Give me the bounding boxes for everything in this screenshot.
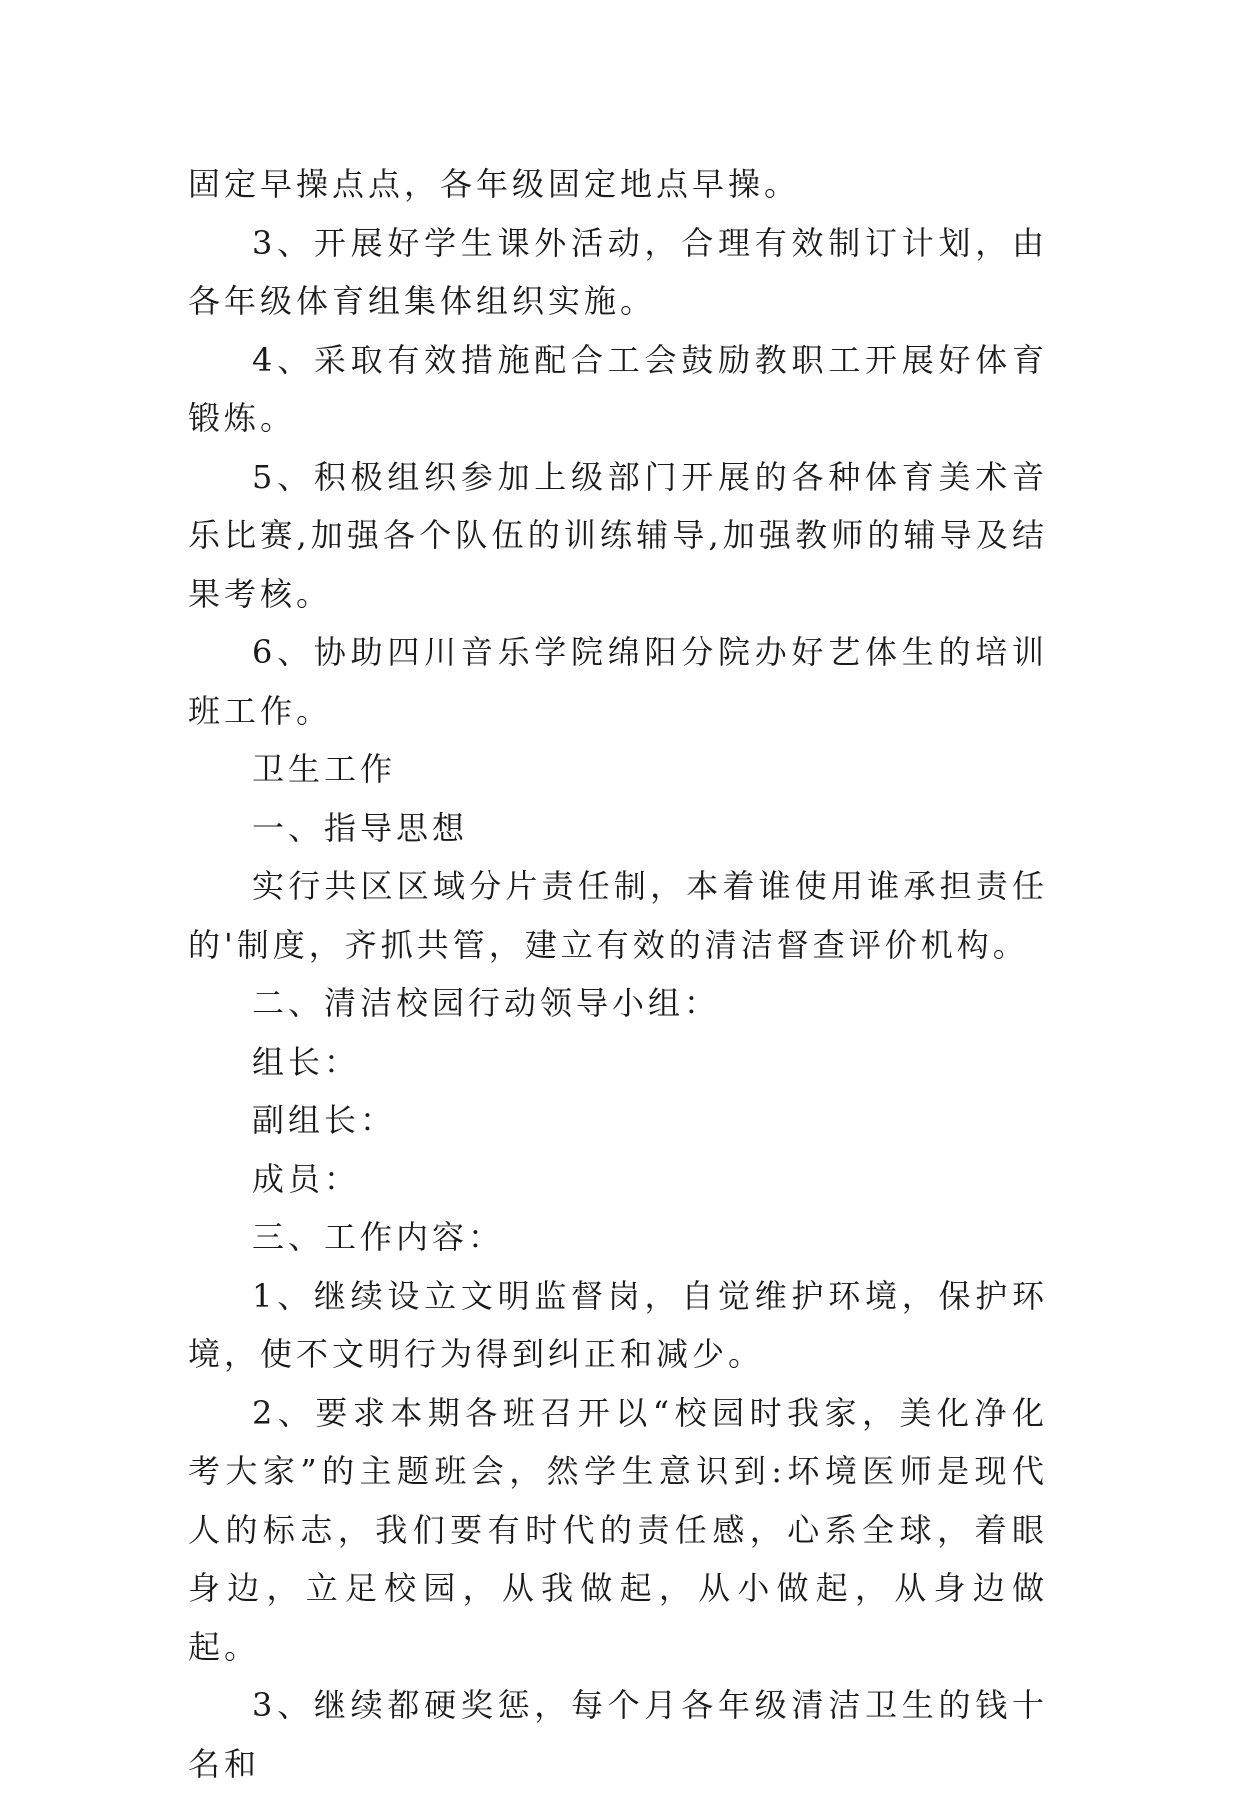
label-members: 成员： [252, 1159, 361, 1198]
paragraph-item-3-activities: 3、开展好学生课外活动，合理有效制订计划，由各年级体育组集体组织实施。 [188, 223, 1048, 320]
paragraph-early-exercise: 固定早操点点，各年级固定地点早操。 [188, 165, 801, 203]
subheading-leadership-group: 二、清洁校园行动领导小组： [252, 984, 721, 1022]
paragraph-work-item-3: 3、继续都硬奖惩，每个月各年级清洁卫生的钱十名和 [188, 1686, 1048, 1783]
paragraph-work-item-1: 1、继续设立文明监督岗，自觉维护环境，保护环境，使不文明行为得到纠正和减少。 [188, 1276, 1048, 1373]
label-deputy-leader: 副组长： [252, 1101, 397, 1139]
subheading-work-content: 三、工作内容： [252, 1218, 505, 1256]
paragraph-item-6-training: 6、协助四川音乐学院绵阳分院办好艺体生的培训班工作。 [188, 633, 1048, 730]
section-heading-hygiene: 卫生工作 [252, 750, 397, 788]
paragraph-responsibility-system: 实行共区区域分片责任制，本着谁使用谁承担责任的'制度，齐抓共管，建立有效的清洁督查评价机构。 [188, 867, 1048, 964]
paragraph-work-item-2: 2、要求本期各班召开以“校园时我家，美化净化考大家”的主题班会，然学生意识到:坏境医师是现代人的标志，我们要有时代的责任感，心系全球，着眼身边，立足校园，从我做起，从小做起，从身边做起。 [188, 1393, 1048, 1666]
label-group-leader: 组长： [252, 1042, 361, 1081]
subheading-guiding-idea: 一、指导思想 [252, 808, 469, 847]
paragraph-item-5-competitions: 5、积极组织参加上级部门开展的各种体育美术音乐比赛,加强各个队伍的训练辅导,加强教师的辅导及结果考核。 [188, 457, 1048, 613]
document-body [188, 155, 1048, 1793]
paragraph-item-4-staff-exercise: 4、采取有效措施配合工会鼓励教职工开展好体育锻炼。 [188, 340, 1048, 437]
